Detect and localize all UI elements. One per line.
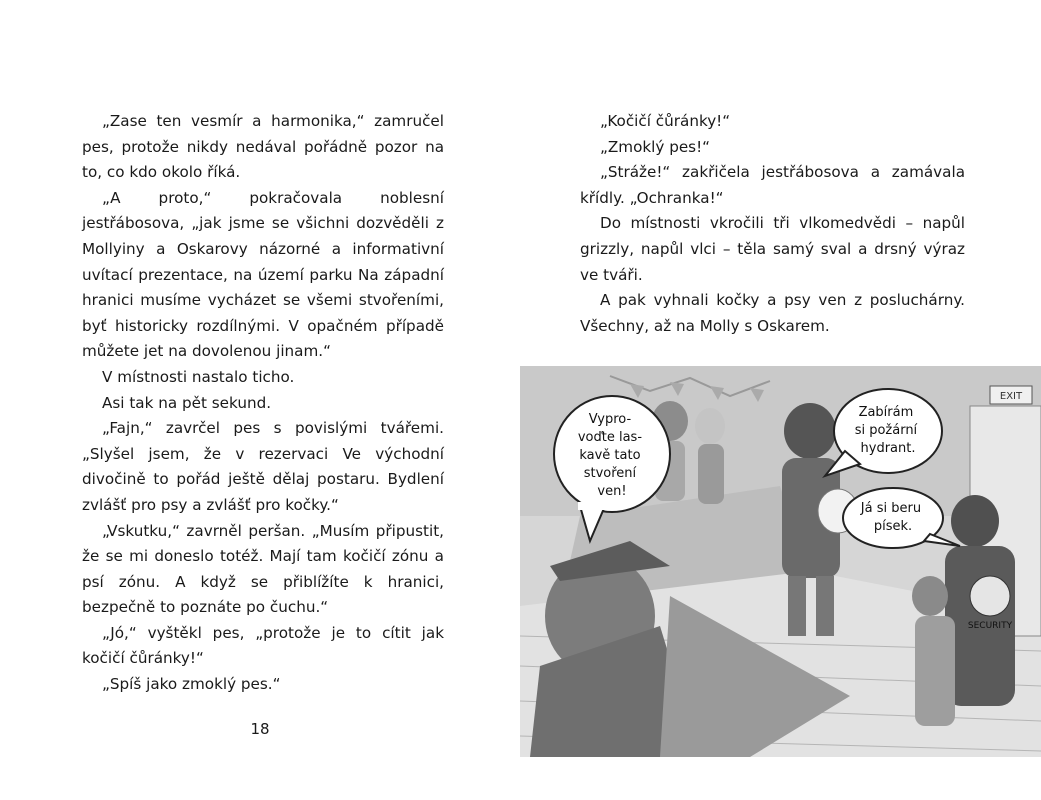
bubble-1-line: Vypro- voďte las- kavě tato stvoření ven! bbox=[577, 412, 643, 499]
right-text-column bbox=[580, 109, 965, 339]
paragraph: A pak vyhnali kočky a psy ven z posluchárny. Všechny, až na Molly s Oskarem. bbox=[580, 291, 965, 335]
bubble-2-line: Zabírám si požární hydrant. bbox=[854, 405, 918, 456]
exit-sign-text: EXIT bbox=[999, 391, 1023, 402]
paragraph: Asi tak na pět sekund. bbox=[102, 393, 272, 412]
cat-body bbox=[698, 444, 724, 504]
guard-head bbox=[784, 403, 836, 459]
paragraph: „Zase ten vesmír a harmonika,“ zamručel pes, protože nikdy nedával pořádně pozor na to, co kdo okolo říká. bbox=[82, 112, 444, 182]
paragraph: „Jó,“ vyštěkl pes, „protože je to cítit jak kočičí čůránky!“ bbox=[82, 623, 444, 668]
illustration bbox=[520, 366, 1041, 757]
security-patch-text: SECURITY bbox=[967, 621, 1013, 631]
paragraph: „Zmoklý pes!“ bbox=[600, 137, 711, 156]
bubble-3-line: Já si beru písek. bbox=[860, 501, 922, 534]
paragraph: „A proto,“ pokračovala noblesní jestřábosova, „jak jsme se všichni dozvěděli z Mollyiny a Oskarovy názorné a informativní uvítací prezentace, na území parku Na západní hranici musíme vycházet se všemi stvořeními, byť historicky rozdílnými. V opačném případě můžete jet na dovolenou jinam.“ bbox=[82, 188, 444, 361]
illustration-scene bbox=[520, 366, 1041, 757]
paragraph: „Vskutku,“ zavrněl peršan. „Musím připustit, že se mi doneslo totéž. Mají tam kočičí zónu a psí zónu. A když se přiblížíte k hranici, bezpečně to poznáte po čuchu.“ bbox=[82, 521, 444, 617]
paragraph: „Kočičí čůránky!“ bbox=[600, 112, 731, 130]
small-cat bbox=[912, 576, 948, 616]
right-page bbox=[520, 0, 1041, 800]
left-text-column bbox=[82, 109, 444, 698]
paragraph: „Spíš jako zmoklý pes.“ bbox=[102, 675, 281, 694]
paragraph: V místnosti nastalo ticho. bbox=[102, 367, 295, 386]
paragraph: „Stráže!“ zakřičela jestřábosova a zamávala křídly. „Ochranka!“ bbox=[580, 163, 965, 207]
left-page bbox=[0, 0, 520, 800]
guard-right-head bbox=[951, 495, 999, 547]
page-number: 18 bbox=[250, 720, 270, 738]
cat-head bbox=[695, 408, 725, 444]
paragraph: „Fajn,“ zavrčel pes s povislými tvářemi. „Slyšel jsem, že v rezervaci Ve východní divočině to pořád ještě dělaj postaru. Bydlení zvlášť pro psy a zvlášť pro kočky.“ bbox=[82, 419, 444, 514]
paragraph: Do místnosti vkročili tři vlkomedvědi – napůl grizzly, napůl vlci – těla samý sval a drsný výraz ve tváři. bbox=[580, 214, 965, 284]
security-badge bbox=[970, 576, 1010, 616]
